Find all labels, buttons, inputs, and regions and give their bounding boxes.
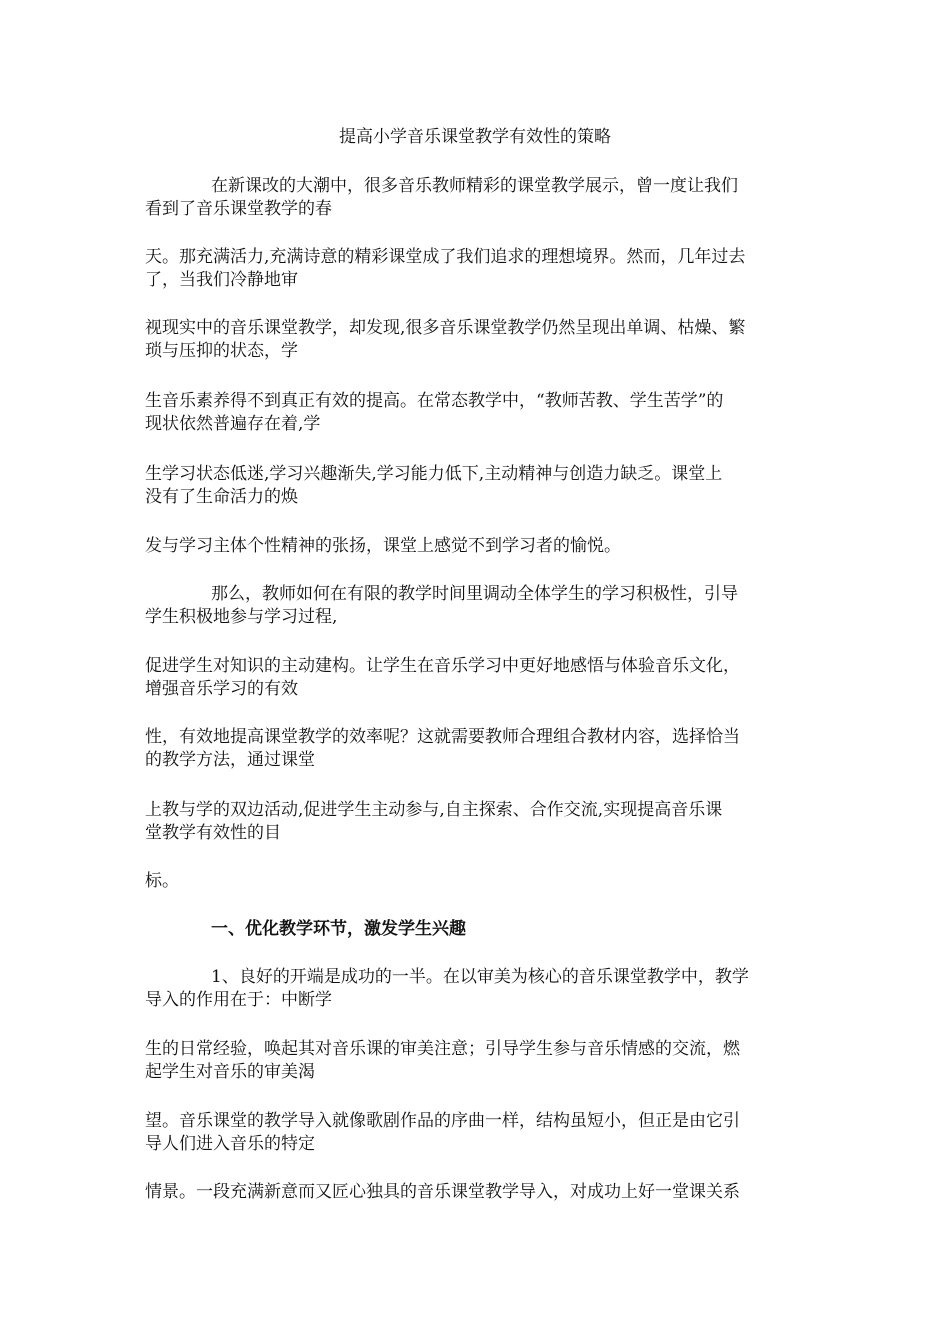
paragraph-6 — [145, 535, 810, 558]
paragraph-9 — [145, 726, 810, 772]
paragraph-line: 导入的作用在于：中断学 — [145, 990, 332, 1010]
paragraph-line: 看到了音乐课堂教学的春 — [145, 199, 332, 219]
paragraph-12 — [145, 966, 876, 1012]
paragraph-line: 起学生对音乐的审美渴 — [145, 1062, 315, 1082]
paragraph-line: 学生积极地参与学习过程, — [145, 607, 338, 627]
paragraph-14 — [145, 1110, 810, 1156]
document-title: 提高小学音乐课堂教学有效性的策略 — [339, 127, 611, 147]
paragraph-5 — [145, 463, 810, 509]
paragraph-line: 导人们进入音乐的特定 — [145, 1134, 315, 1154]
paragraph-line: 现状依然普遍存在着,学 — [145, 414, 321, 434]
paragraph-line: 琐与压抑的状态，学 — [145, 341, 298, 361]
paragraph-line: 望。音乐课堂的教学导入就像歌剧作品的序曲一样，结构虽短小，但正是由它引 — [145, 1111, 740, 1131]
paragraph-line: 没有了生命活力的焕 — [145, 487, 298, 507]
section-heading-text: 一、优化教学环节，激发学生兴趣 — [211, 919, 466, 939]
paragraph-line: 在新课改的大潮中，很多音乐教师精彩的课堂教学展示，曾一度让我们 — [211, 176, 738, 196]
paragraph-line: 视现实中的音乐课堂教学，却发现,很多音乐课堂教学仍然呈现出单调、枯燥、繁 — [145, 318, 746, 338]
paragraph-line: 那么，教师如何在有限的教学时间里调动全体学生的学习积极性，引导 — [211, 584, 738, 604]
paragraph-line: 发与学习主体个性精神的张扬，课堂上感觉不到学习者的愉悦。 — [145, 536, 621, 556]
paragraph-1 — [145, 175, 876, 221]
paragraph-line: 了，当我们冷静地审 — [145, 270, 298, 290]
paragraph-line: 生学习状态低迷,学习兴趣渐失,学习能力低下,主动精神与创造力缺乏。课堂上 — [145, 464, 723, 484]
paragraph-4 — [145, 390, 810, 436]
paragraph-line: 的教学方法，通过课堂 — [145, 750, 315, 770]
paragraph-line: 促进学生对知识的主动建构。让学生在音乐学习中更好地感悟与体验音乐文化， — [145, 656, 740, 676]
paragraph-15 — [145, 1181, 810, 1204]
paragraph-2 — [145, 246, 810, 292]
paragraph-11 — [145, 870, 810, 893]
paragraph-line: 标。 — [145, 871, 179, 891]
paragraph-line: 生的日常经验，唤起其对音乐课的审美注意；引导学生参与音乐情感的交流，燃 — [145, 1039, 740, 1059]
paragraph-line: 堂教学有效性的目 — [145, 823, 281, 843]
paragraph-line: 生音乐素养得不到真正有效的提高。在常态教学中，“教师苦教、学生苦学”的 — [145, 391, 724, 411]
paragraph-line: 天。那充满活力,充满诗意的精彩课堂成了我们追求的理想境界。然而，几年过去 — [145, 247, 746, 267]
paragraph-line: 1、良好的开端是成功的一半。在以审美为核心的音乐课堂教学中，教学 — [211, 967, 749, 987]
paragraph-line: 情景。一段充满新意而又匠心独具的音乐课堂教学导入，对成功上好一堂课关系 — [145, 1182, 740, 1202]
paragraph-7 — [145, 583, 876, 629]
paragraph-8 — [145, 655, 810, 701]
paragraph-13 — [145, 1038, 810, 1084]
paragraph-3 — [145, 317, 810, 363]
paragraph-line: 性，有效地提高课堂教学的效率呢？这就需要教师合理组合教材内容，选择恰当 — [145, 727, 740, 747]
section-heading — [145, 918, 876, 941]
paragraph-10 — [145, 799, 810, 845]
paragraph-line: 增强音乐学习的有效 — [145, 679, 298, 699]
paragraph-line: 上教与学的双边活动,促进学生主动参与,自主探索、合作交流,实现提高音乐课 — [145, 800, 723, 820]
